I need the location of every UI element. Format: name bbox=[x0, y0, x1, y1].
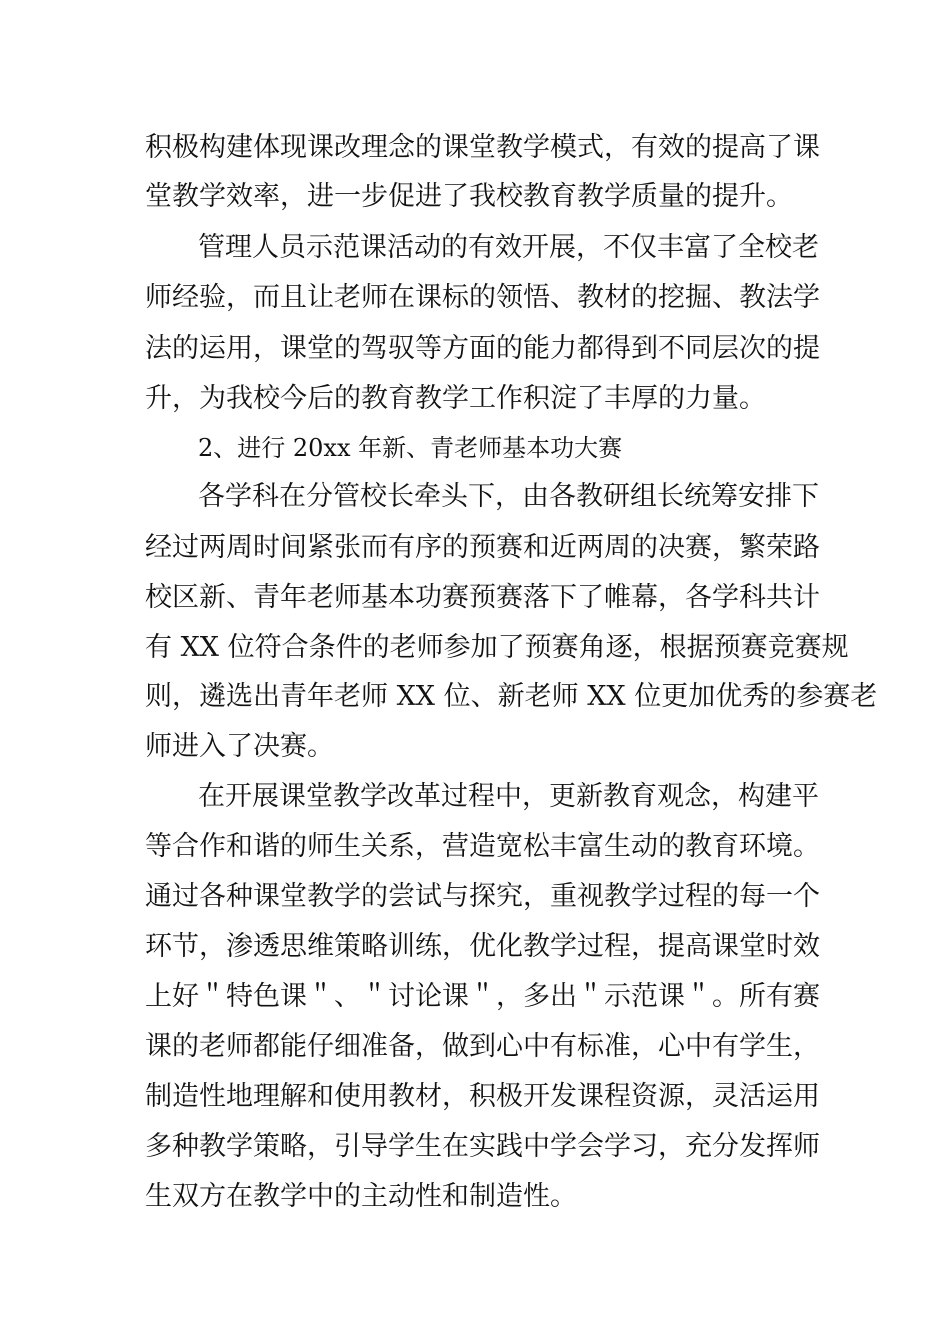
text-line: 法的运用，课堂的驾驭等方面的能力都得到不同层次的提 bbox=[145, 333, 820, 364]
text-line: 制造性地理解和使用教材，积极开发课程资源，灵活运用 bbox=[145, 1081, 820, 1112]
text-line: 有 XX 位符合条件的老师参加了预赛角逐，根据预赛竞赛规 bbox=[145, 632, 849, 663]
paragraph-first-line: 在开展课堂教学改革过程中，更新教育观念，构建平 bbox=[198, 781, 819, 812]
paragraph-first-line: 各学科在分管校长牵头下，由各教研组长统筹安排下 bbox=[198, 481, 819, 512]
text-line: 通过各种课堂教学的尝试与探究，重视教学过程的每一个 bbox=[145, 881, 820, 912]
text-line: 课的老师都能仔细准备，做到心中有标准，心中有学生， bbox=[145, 1031, 820, 1062]
section-heading: 2、进行 20xx 年新、青老师基本功大赛 bbox=[198, 434, 623, 462]
text-line: 积极构建体现课改理念的课堂教学模式，有效的提高了课 bbox=[145, 132, 820, 163]
text-line: 环节，渗透思维策略训练，优化教学过程，提高课堂时效 bbox=[145, 931, 820, 962]
text-line: 上好＂特色课＂、＂讨论课＂，多出＂示范课＂。所有赛 bbox=[145, 981, 820, 1012]
text-line: 经过两周时间紧张而有序的预赛和近两周的决赛，繁荣路 bbox=[145, 532, 820, 563]
text-line: 等合作和谐的师生关系，营造宽松丰富生动的教育环境。 bbox=[145, 831, 820, 862]
text-line: 堂教学效率，进一步促进了我校教育教学质量的提升。 bbox=[145, 181, 793, 212]
text-line: 师经验，而且让老师在课标的领悟、教材的挖掘、教法学 bbox=[145, 282, 820, 313]
text-line: 生双方在教学中的主动性和制造性。 bbox=[145, 1181, 577, 1212]
paragraph-first-line: 管理人员示范课活动的有效开展，不仅丰富了全校老 bbox=[198, 232, 819, 263]
text-line: 则，遴选出青年老师 XX 位、新老师 XX 位更加优秀的参赛老 bbox=[145, 681, 878, 712]
text-line: 师进入了决赛。 bbox=[145, 731, 334, 762]
text-line: 多种教学策略，引导学生在实践中学会学习，充分发挥师 bbox=[145, 1131, 820, 1162]
text-line: 升，为我校今后的教育教学工作积淀了丰厚的力量。 bbox=[145, 383, 766, 414]
text-line: 校区新、青年老师基本功赛预赛落下了帷幕，各学科共计 bbox=[145, 582, 820, 613]
